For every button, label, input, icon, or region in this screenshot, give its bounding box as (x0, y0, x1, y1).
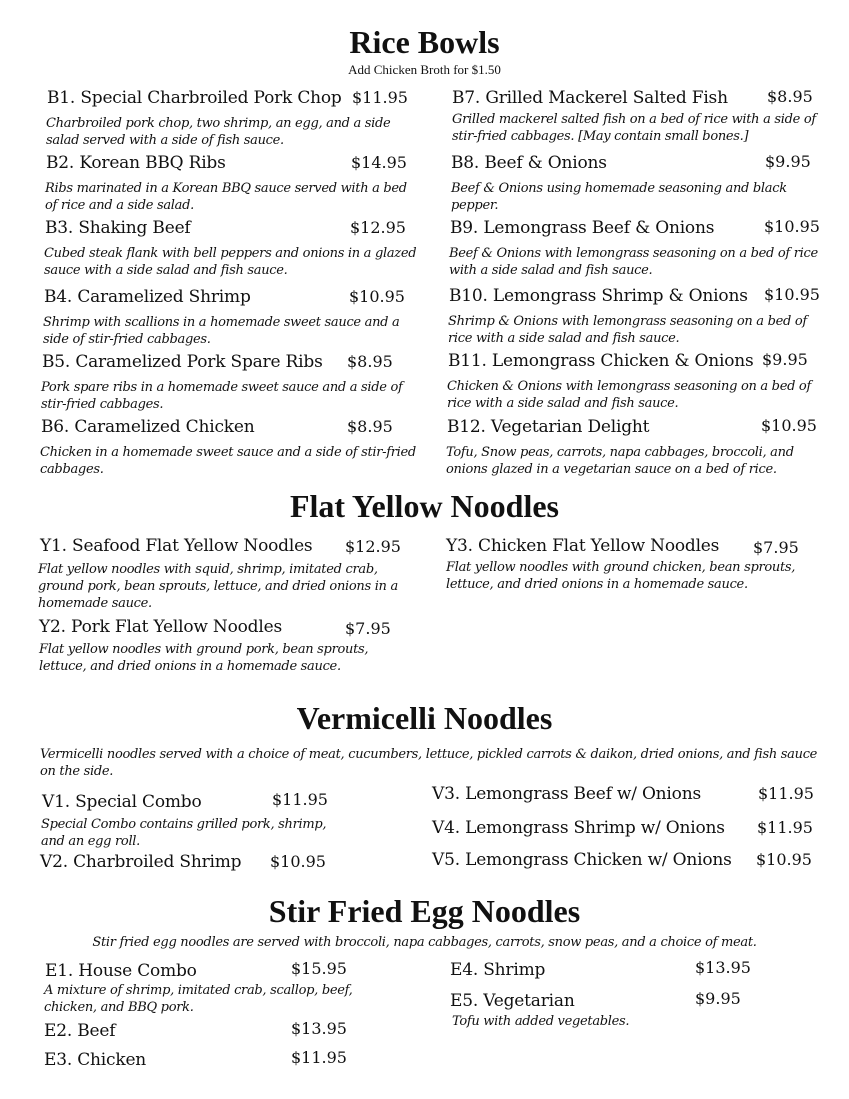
menu-item-description: Beef & Onions using homemade seasoning and black pepper. (451, 181, 787, 213)
menu-item-name: B9. Lemongrass Beef & Onions (450, 218, 715, 238)
menu-item-name: V2. Charbroiled Shrimp (40, 852, 242, 872)
menu-item-name: V3. Lemongrass Beef w/ Onions (432, 784, 701, 804)
menu-item-description: Grilled mackerel salted fish on a bed of rice with a side of stir-fried cabbages. [May contain small bones.] (452, 112, 816, 144)
menu-item-name: B1. Special Charbroiled Pork Chop (47, 88, 342, 108)
menu-item-price: $8.95 (347, 417, 393, 436)
menu-item-name: B3. Shaking Beef (45, 218, 191, 238)
menu-item-description: Ribs marinated in a Korean BBQ sauce served with a bed of rice and a side salad. (45, 181, 407, 213)
menu-item-description: Shrimp with scallions in a homemade sweet sauce and a side of stir-fried cabbages. (43, 315, 400, 347)
menu-item-name: B2. Korean BBQ Ribs (46, 153, 226, 173)
menu-item-price: $7.95 (753, 538, 799, 557)
menu-item-price: $14.95 (351, 153, 407, 172)
menu-item-price: $11.95 (272, 790, 328, 809)
menu-item-description: Flat yellow noodles with ground chicken, bean sprouts, lettuce, and dried onions in a homemade sauce. (446, 560, 796, 592)
menu-item-price: $10.95 (764, 285, 820, 304)
rice-bowls-heading: Rice Bowls (349, 24, 500, 60)
menu-item-description: Cubed steak flank with bell peppers and onions in a glazed sauce with a side salad and fish sauce. (44, 246, 417, 278)
menu-item-name: B11. Lemongrass Chicken & Onions (448, 351, 754, 371)
menu-item-name: B5. Caramelized Pork Spare Ribs (42, 352, 323, 372)
menu-item-description: Chicken & Onions with lemongrass seasoning on a bed of rice with a side salad and fish sauce. (447, 379, 811, 411)
menu-item-price: $12.95 (350, 218, 406, 237)
menu-item-description: Flat yellow noodles with ground pork, bean sprouts, lettuce, and dried onions in a homemade sauce. (39, 642, 369, 674)
vermicelli-noodles-heading: Vermicelli Noodles (296, 700, 553, 736)
menu-item-price: $15.95 (291, 959, 347, 978)
menu-item-name: Y1. Seafood Flat Yellow Noodles (40, 536, 313, 556)
menu-item-price: $8.95 (347, 352, 393, 371)
menu-item-description: Shrimp & Onions with lemongrass seasoning on a bed of rice with a side salad and fish sauce. (448, 314, 807, 346)
menu-item-name: V5. Lemongrass Chicken w/ Onions (432, 850, 732, 870)
menu-item-price: $10.95 (270, 852, 326, 871)
egg-noodles-note: Stir fried egg noodles are served with broccoli, napa cabbages, carrots, snow peas, and a choice of meat. (92, 935, 757, 950)
menu-item-description: Pork spare ribs in a homemade sweet sauce and a side of stir-fried cabbages. (41, 380, 403, 412)
menu-item-description: A mixture of shrimp, imitated crab, scallop, beef, chicken, and BBQ pork. (44, 983, 353, 1015)
menu-item-name: V4. Lemongrass Shrimp w/ Onions (432, 818, 725, 838)
menu-item-price: $11.95 (352, 88, 408, 107)
menu-item-name: B4. Caramelized Shrimp (44, 287, 251, 307)
menu-item-name: E3. Chicken (44, 1050, 147, 1070)
menu-item-price: $10.95 (764, 217, 820, 236)
menu-item-name: B6. Caramelized Chicken (41, 417, 255, 437)
vermicelli-note: Vermicelli noodles served with a choice of meat, cucumbers, lettuce, pickled carrots & daikon, dried onions, and fish sauce on the side. (40, 747, 818, 779)
menu-item-price: $10.95 (761, 416, 817, 435)
menu-item-name: E5. Vegetarian (450, 991, 575, 1011)
menu-item-description: Chicken in a homemade sweet sauce and a side of stir-fried cabbages. (40, 445, 416, 477)
flat-yellow-noodles-heading: Flat Yellow Noodles (289, 488, 559, 524)
menu-item-price: $11.95 (758, 784, 814, 803)
rice-bowls-subtitle: Add Chicken Broth for $1.50 (348, 62, 501, 77)
menu-item-description: Tofu with added vegetables. (452, 1014, 630, 1029)
menu-item-price: $11.95 (757, 818, 813, 837)
menu-item-price: $9.95 (695, 989, 741, 1008)
menu-item-name: Y3. Chicken Flat Yellow Noodles (446, 536, 720, 556)
menu-item-name: E4. Shrimp (450, 960, 546, 980)
stir-fried-egg-noodles-heading: Stir Fried Egg Noodles (268, 893, 581, 929)
menu-item-price: $11.95 (291, 1048, 347, 1067)
menu-item-price: $10.95 (756, 850, 812, 869)
menu-item-name: B8. Beef & Onions (451, 153, 607, 173)
menu-item-name: B7. Grilled Mackerel Salted Fish (452, 88, 728, 108)
menu-item-price: $8.95 (767, 87, 813, 106)
menu-item-description: Charbroiled pork chop, two shrimp, an egg, and a side salad served with a side of fish sauce. (46, 116, 391, 148)
menu-item-description: Flat yellow noodles with squid, shrimp, imitated crab, ground pork, bean sprouts, lettuce, and dried onions in a homemade sauce. (38, 562, 398, 611)
menu-item-description: Special Combo contains grilled pork, shrimp, and an egg roll. (41, 817, 327, 849)
menu-item-name: E1. House Combo (45, 961, 197, 981)
menu-item-name: B10. Lemongrass Shrimp & Onions (449, 286, 748, 306)
menu-item-price: $13.95 (291, 1019, 347, 1038)
menu-item-name: E2. Beef (44, 1021, 116, 1041)
menu-item-name: Y2. Pork Flat Yellow Noodles (39, 617, 282, 637)
menu-item-price: $13.95 (695, 958, 751, 977)
menu-item-price: $7.95 (345, 619, 391, 638)
menu-item-price: $10.95 (349, 287, 405, 306)
menu-item-description: Tofu, Snow peas, carrots, napa cabbages, broccoli, and onions glazed in a vegetarian sauce on a bed of rice. (446, 445, 794, 477)
menu-item-price: $9.95 (762, 350, 808, 369)
menu-item-price: $12.95 (345, 537, 401, 556)
menu-item-description: Beef & Onions with lemongrass seasoning on a bed of rice with a side salad and fish sauce. (449, 246, 818, 278)
menu-item-price: $9.95 (765, 152, 811, 171)
menu-item-name: B12. Vegetarian Delight (447, 417, 650, 437)
menu-item-name: V1. Special Combo (42, 792, 202, 812)
